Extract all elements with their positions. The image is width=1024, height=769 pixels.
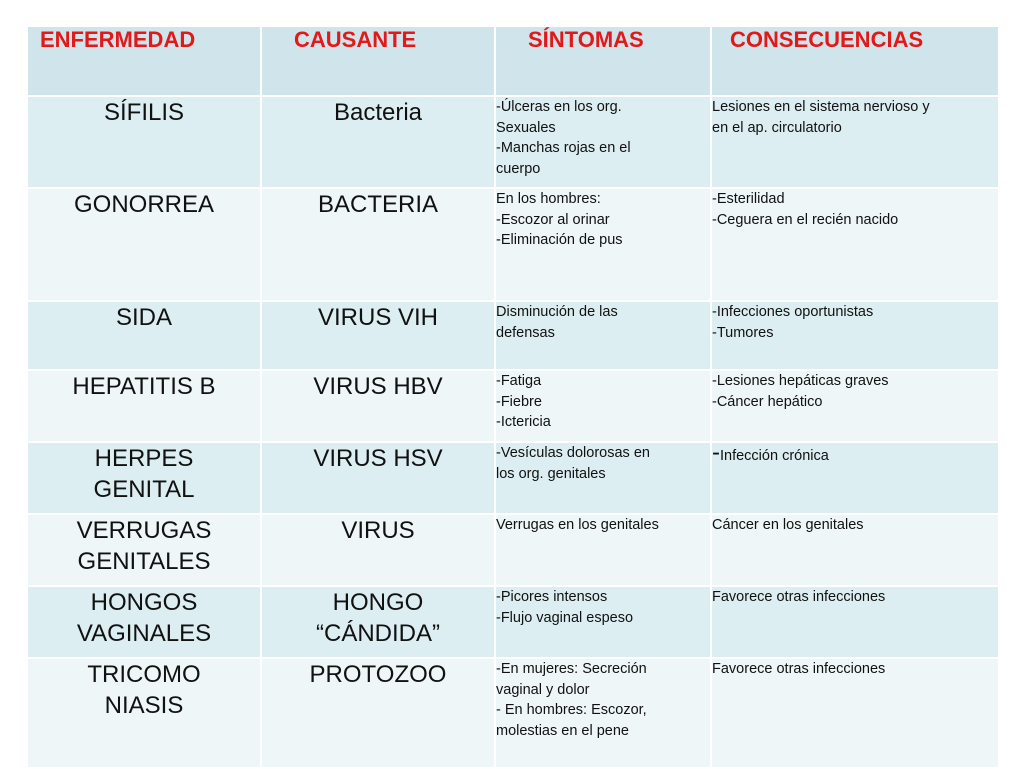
table-header (27, 26, 999, 96)
consequences-line: -Infección crónica (712, 439, 829, 466)
header-row (27, 26, 999, 96)
symptoms-line: -En mujeres: Secreción (496, 661, 647, 677)
header-cause: CAUSANTE (261, 26, 495, 96)
table-row (27, 586, 999, 658)
consequences-cell (711, 514, 999, 586)
disease-cell (27, 370, 261, 442)
table-row (27, 96, 999, 188)
consequences-line: Cáncer en los genitales (712, 517, 864, 533)
consequences-line: -Infecciones oportunistas (712, 304, 874, 320)
consequences-line: -Tumores (712, 324, 774, 341)
symptoms-cell (495, 442, 711, 514)
cause-cell (261, 188, 495, 301)
symptoms-cell (495, 188, 711, 301)
symptoms-line: - En hombres: Escozor, (496, 702, 647, 718)
consequences-cell (711, 586, 999, 658)
symptoms-line: -Flujo vaginal espeso (496, 609, 634, 626)
cause-line: HONGO (332, 589, 424, 616)
table-row (27, 188, 999, 301)
symptoms-line: -Escozor al orinar (496, 211, 610, 228)
cause-cell (261, 370, 495, 442)
disease-cell (27, 658, 261, 768)
std-table (26, 25, 1000, 769)
symptoms-line: -Úlceras en los org. (496, 99, 622, 115)
cause-cell (261, 96, 495, 188)
disease-cell (27, 301, 261, 370)
consequences-line: Lesiones en el sistema nervioso y (712, 99, 930, 115)
symptoms-line: vaginal y dolor (496, 681, 590, 698)
symptoms-line: Disminución de las (496, 304, 618, 320)
symptoms-cell (495, 370, 711, 442)
disease-cell (27, 188, 261, 301)
table-row (27, 658, 999, 768)
header-disease: ENFERMEDAD (27, 26, 261, 96)
disease-cell (27, 442, 261, 514)
symptoms-line: En los hombres: (496, 191, 601, 207)
cause-cell (261, 301, 495, 370)
symptoms-line: Sexuales (496, 119, 556, 136)
symptoms-line: molestias en el pene (496, 722, 629, 739)
consequences-cell (711, 96, 999, 188)
consequences-cell (711, 658, 999, 768)
consequences-line: Favorece otras infecciones (712, 661, 886, 677)
disease-line: TRICOMO (87, 661, 201, 688)
consequences-line: en el ap. circulatorio (712, 119, 842, 136)
symptoms-line: -Manchas rojas en el (496, 140, 631, 156)
disease-line: VERRUGAS (76, 517, 212, 544)
consequences-cell (711, 370, 999, 442)
symptoms-cell (495, 658, 711, 768)
consequences-line: -Ceguera en el recién nacido (712, 211, 899, 228)
table-row (27, 442, 999, 514)
symptoms-line: cuerpo (496, 160, 541, 177)
consequences-cell (711, 188, 999, 301)
consequences-line: Favorece otras infecciones (712, 589, 886, 605)
symptoms-cell (495, 301, 711, 370)
cause-line: Bacteria (333, 99, 423, 126)
cause-line: “CÁNDIDA” (316, 620, 440, 647)
symptoms-cell (495, 586, 711, 658)
consequences-cell (711, 439, 999, 514)
consequences-line: -Esterilidad (712, 191, 785, 207)
symptoms-line: -Vesículas dolorosas en (496, 445, 650, 461)
cause-cell (261, 658, 495, 768)
consequences-line: -Cáncer hepático (712, 393, 823, 410)
disease-line: HEPATITIS B (72, 373, 216, 400)
cause-line: VIRUS HBV (313, 373, 443, 400)
symptoms-line: Verrugas en los genitales (496, 517, 659, 533)
disease-cell (27, 96, 261, 188)
symptoms-cell (495, 96, 711, 188)
disease-line: GONORREA (73, 191, 214, 218)
disease-line: HERPES (94, 445, 194, 472)
symptoms-line: los org. genitales (496, 465, 606, 482)
symptoms-line: -Eliminación de pus (496, 232, 623, 248)
disease-line: SÍFILIS (103, 99, 185, 126)
disease-line: GENITAL (93, 476, 195, 503)
table-row (27, 301, 999, 370)
disease-line: VAGINALES (76, 620, 212, 647)
table-row (27, 514, 999, 586)
disease-line: SIDA (115, 304, 172, 331)
symptoms-line: -Fatiga (496, 373, 542, 389)
cause-line: VIRUS VIH (317, 304, 439, 331)
disease-cell (27, 514, 261, 586)
consequences-cell (711, 301, 999, 370)
consequences-line: -Lesiones hepáticas graves (712, 373, 889, 389)
cause-cell (261, 586, 495, 658)
disease-cell (27, 586, 261, 658)
header-symptoms: SÍNTOMAS (495, 26, 711, 96)
symptoms-line: defensas (496, 324, 555, 341)
disease-line: HONGOS (90, 589, 198, 616)
symptoms-line: -Ictericia (496, 414, 551, 430)
cause-line: BACTERIA (317, 191, 439, 218)
cause-cell (261, 442, 495, 514)
symptoms-cell (495, 514, 711, 586)
header-consequences: CONSECUENCIAS (711, 26, 999, 96)
cause-cell (261, 514, 495, 586)
table-body (27, 96, 999, 768)
symptoms-line: -Picores intensos (496, 589, 608, 605)
cause-line: VIRUS (341, 517, 415, 544)
symptoms-line: -Fiebre (496, 393, 542, 410)
table-row (27, 370, 999, 442)
disease-line: NIASIS (104, 692, 184, 719)
disease-line: GENITALES (77, 548, 211, 575)
cause-line: VIRUS HSV (313, 445, 443, 472)
cause-line: PROTOZOO (309, 661, 447, 688)
